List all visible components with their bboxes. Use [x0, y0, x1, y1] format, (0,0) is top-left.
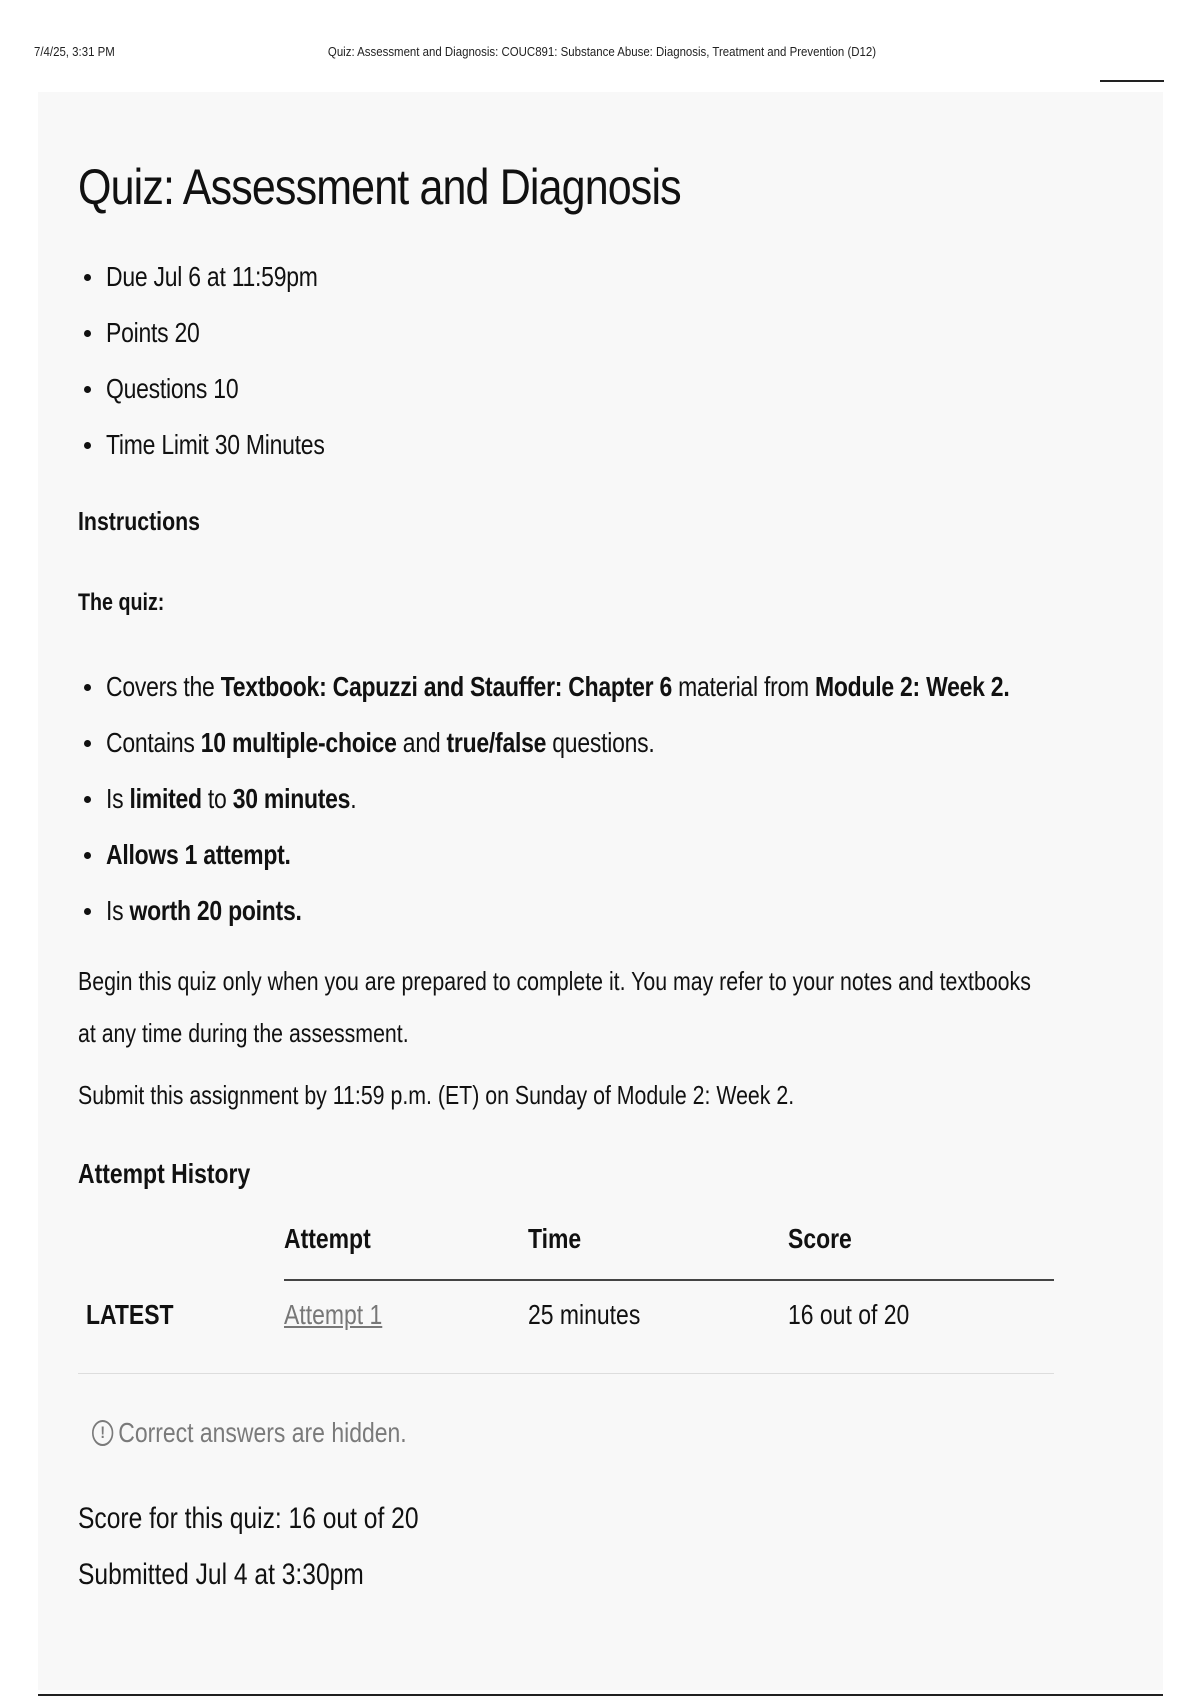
column-header-time: Time: [528, 1223, 582, 1254]
info-icon: !: [92, 1420, 113, 1446]
submitted-date: Submitted Jul 4 at 3:30pm: [78, 1558, 364, 1591]
submission-deadline-text: Submit this assignment by 11:59 p.m. (ET) on Sunday of Module 2: Week 2.: [78, 1080, 795, 1110]
quiz-result: [78, 1491, 1078, 1603]
print-doc-title: Quiz: Assessment and Diagnosis: COUC891: Substance Abuse: Diagnosis, Treatment and Prevention (D12): [327, 44, 877, 59]
table-header-divider: [284, 1279, 1054, 1281]
attempt-history-table: [78, 1205, 1054, 1401]
bullet-icon: [84, 684, 91, 691]
bullet-icon: [84, 852, 91, 859]
detail-worth: Is worth 20 points.: [78, 883, 1078, 939]
meta-points: Points 20: [78, 305, 1078, 361]
quiz-details-list: [78, 659, 1078, 939]
quiz-intro: The quiz:: [78, 589, 165, 616]
bullet-icon: [84, 740, 91, 747]
detail-covers: Covers the Textbook: Capuzzi and Stauffer: Chapter 6 material from Module 2: Week 2.: [78, 659, 1078, 715]
instructions-paragraph: Begin this quiz only when you are prepared to complete it. You may refer to your notes and textbooks at any time during the assessment.: [78, 966, 1031, 1048]
quiz-score: Score for this quiz: 16 out of 20: [78, 1502, 419, 1535]
meta-time-limit: Time Limit 30 Minutes: [78, 417, 1078, 473]
print-date: 7/4/25, 3:31 PM: [34, 44, 115, 59]
instructions-heading: Instructions: [78, 506, 201, 536]
bullet-icon: [84, 386, 91, 393]
hidden-note-text: Correct answers are hidden.: [118, 1417, 407, 1448]
quiz-content: [78, 160, 1078, 1603]
latest-label: LATEST: [86, 1299, 174, 1330]
bullet-icon: [84, 330, 91, 337]
bullet-icon: [84, 796, 91, 803]
print-header: [34, 44, 1025, 64]
meta-due: Due Jul 6 at 11:59pm: [78, 249, 1078, 305]
table-row-divider: [78, 1373, 1054, 1374]
bullet-icon: [84, 274, 91, 281]
column-header-attempt: Attempt: [284, 1223, 371, 1254]
detail-contains: Contains 10 multiple-choice and true/false questions.: [78, 715, 1078, 771]
attempt-history-heading: Attempt History: [78, 1158, 251, 1189]
detail-attempts: Allows 1 attempt.: [78, 827, 1078, 883]
meta-questions: Questions 10: [78, 361, 1078, 417]
bottom-rule: [38, 1694, 1163, 1696]
top-rule: [1100, 80, 1164, 82]
attempt-1-link[interactable]: Attempt 1: [284, 1299, 383, 1330]
detail-limited: Is limited to 30 minutes.: [78, 771, 1078, 827]
quiz-meta-list: [78, 249, 1078, 473]
bullet-icon: [84, 908, 91, 915]
attempt-score: 16 out of 20: [788, 1299, 910, 1330]
column-header-score: Score: [788, 1223, 852, 1254]
correct-answers-hidden-note: [92, 1409, 901, 1457]
bullet-icon: [84, 442, 91, 449]
page-title: Quiz: Assessment and Diagnosis: [78, 159, 681, 215]
attempt-time: 25 minutes: [528, 1299, 641, 1330]
